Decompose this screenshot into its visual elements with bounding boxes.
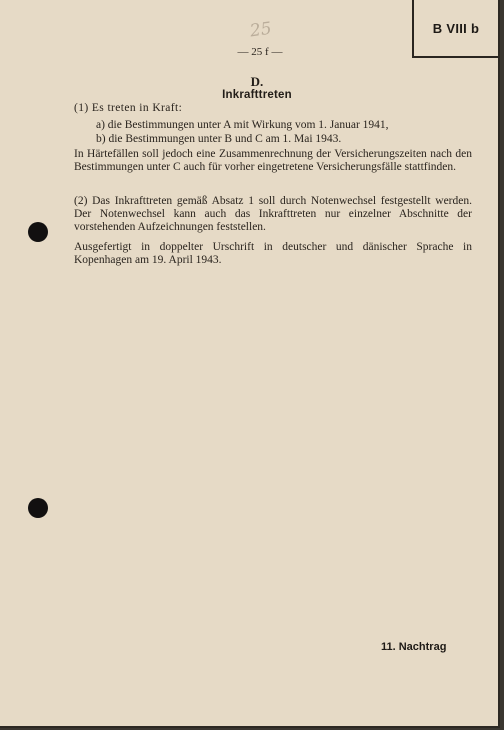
page-number: — 25 f —	[237, 46, 283, 58]
paragraph-execution: Ausgefertigt in doppelter Urschrift in deutscher und dänischer Sprache in Kopenhagen am 19. April 1943.	[74, 241, 472, 266]
pencil-page-mark: 25	[248, 18, 273, 42]
section-letter: D.	[250, 74, 264, 89]
list-item-b: b) die Bestimmungen unter B und C am 1. Mai 1943.	[96, 133, 342, 145]
paragraph-1-intro: (1) Es treten in Kraft:	[74, 102, 183, 114]
section-tab-label: B VIII b	[432, 20, 480, 36]
section-title: Inkrafttreten	[222, 89, 292, 101]
paragraph-2: (2) Das Inkrafttreten gemäß Absatz 1 soll durch Notenwechsel festgestellt werden. Der Notenwechsel kann auch das Inkrafttreten nur einzelner Abschnitte der vorstehenden Aufzeichnungen feststellen.	[74, 195, 472, 233]
footer-supplement-label: 11. Nachtrag	[381, 641, 447, 653]
punch-hole-bottom	[28, 498, 48, 518]
list-item-a: a) die Bestimmungen unter A mit Wirkung vom 1. Januar 1941,	[96, 119, 389, 131]
paragraph-hardship: In Härtefällen soll jedoch eine Zusammenrechnung der Versicherungszeiten nach den Bestimmungen unter C auch für vorher eingetretene Versicherungsfälle stattfinden.	[74, 148, 472, 173]
punch-hole-top	[28, 222, 48, 242]
